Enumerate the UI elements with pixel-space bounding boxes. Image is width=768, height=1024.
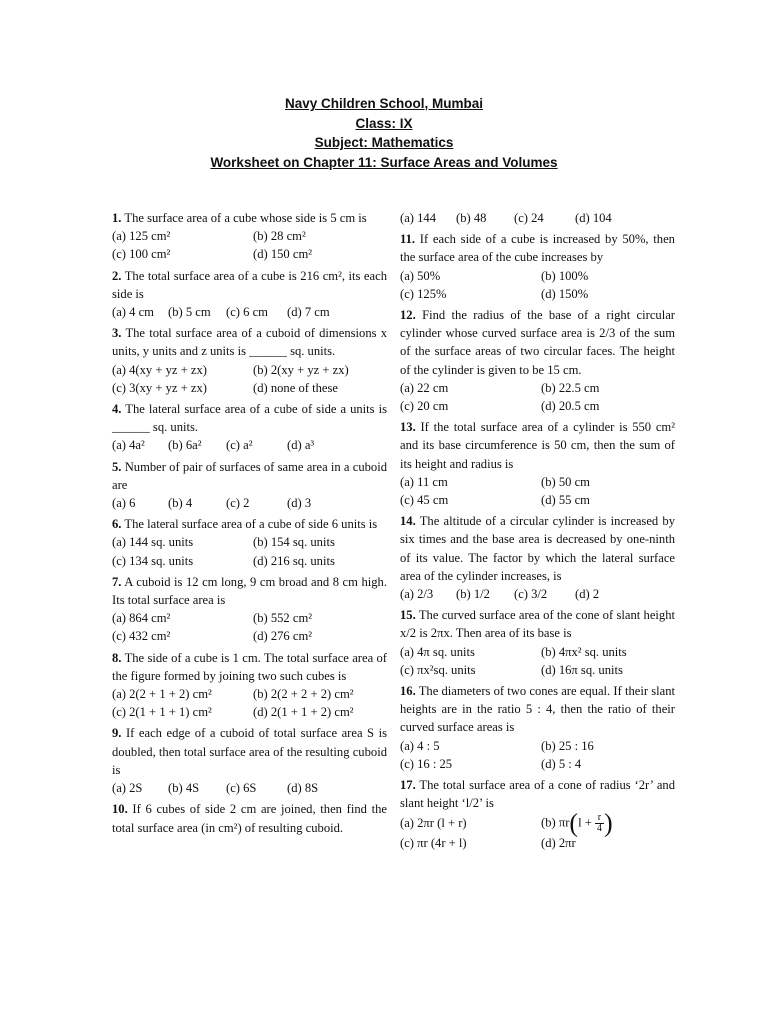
option-d: (d) 2(1 + 1 + 2) cm² [253,705,354,720]
option-a: (a) 50% [400,268,441,283]
option-b: (b) 552 cm² [253,611,313,626]
option-c: (c) a² [226,438,253,453]
question-text: If the total surface area of a cylinder is 550 cm² and its base circumference is 50 cm, then the sum of its height and radius is [400,420,675,471]
option-c: (c) 2 [226,496,250,511]
question-number: 1. [112,211,122,225]
question-number: 17. [400,778,416,793]
fraction [595,813,604,834]
option-a: (a) 4 : 5 [400,738,440,753]
question-number: 9. [112,726,122,741]
option-d: (d) 8S [287,781,319,796]
question-10 [112,800,387,836]
option-b: (b) 48 [456,211,487,225]
subject-label: Subject: Mathematics [314,135,454,150]
question-17 [400,776,675,852]
question-text: The side of a cube is 1 cm. The total surface area of the figure formed by joining two such cubes is [112,650,388,683]
option-b: (b) 4 [168,496,193,511]
left-paren-glyph: ( [569,807,579,837]
option-c: (c) 134 sq. units [112,553,194,568]
question-text: The surface area of a cube whose side is 5 cm is [124,211,367,225]
worksheet-header [0,94,768,172]
question-10-options [400,209,675,227]
option-a: (a) 4π sq. units [400,644,475,659]
option-a: (a) 11 cm [400,474,448,489]
left-column [112,209,387,840]
question-text: The altitude of a circular cylinder is increased by six times and the base area is decreased by one-ninth of its value. The factor by which the lateral surface area of the cylinder increases, is [400,514,676,583]
question-text: The total surface area of a cone of radius ‘2r’ and slant height ‘l/2’ is [400,778,676,811]
question-text: The lateral surface area of a cube of side 6 units is [124,517,378,532]
fraction-denominator: 4 [596,822,602,834]
option-c: (c) 3(xy + yz + zx) [112,380,207,395]
option-a: (a) 22 cm [400,380,449,395]
question-text: Number of pair of surfaces of same area in a cuboid are [112,459,388,492]
question-number: 3. [112,326,122,341]
question-number: 5. [112,459,122,474]
question-6 [112,515,387,570]
option-b: (b) 5 cm [168,305,211,320]
question-number: 4. [112,402,122,417]
option-d: (d) 276 cm² [253,629,313,644]
question-number: 15. [400,608,416,623]
question-number: 8. [112,650,122,665]
option-c: (c) πr (4r + l) [400,835,467,850]
right-paren-glyph: ) [603,807,613,837]
option-d: (d) 20.5 cm [541,399,600,414]
question-text: If 6 cubes of side 2 cm are joined, then find the total surface area (in cm²) of resulting cuboid. [112,802,387,835]
option-a: (a) 4(xy + yz + zx) [112,362,207,377]
option-a: (a) 2(2 + 1 + 2) cm² [112,687,212,702]
option-b: (b) 28 cm² [253,229,306,244]
option-d: (d) 216 sq. units [253,553,335,568]
question-text: If each edge of a cuboid of total surface area S is doubled, then total surface area of the resulting cuboid is [112,726,387,777]
option-d: (d) 2 [575,587,600,602]
question-1 [112,209,387,264]
question-number: 13. [400,420,416,435]
option-d: (d) 16π sq. units [541,662,623,677]
option-a: (a) 2S [112,781,143,796]
school-name: Navy Children School, Mumbai [284,96,484,111]
right-column [400,209,675,855]
option-a: (a) 2πr (l + r) [400,815,467,830]
question-text: Find the radius of the base of a right circular cylinder whose curved surface area is 2/3 of the sum of the surface areas of two circular faces. The height of the cylinder is given to be 15 cm. [400,308,675,377]
question-11 [400,230,675,303]
option-d: (d) 2πr [541,835,576,850]
option-a: (a) 4a² [112,438,145,453]
question-number: 2. [112,268,122,283]
option-c: (c) 432 cm² [112,629,171,644]
option-d: (d) 3 [287,496,312,511]
question-text: The curved surface area of the cone of slant height x/2 is 2πx. Then area of its base is [400,608,676,641]
question-13 [400,418,675,509]
class-label: Class: IX [355,115,413,131]
question-14 [400,512,675,603]
question-15 [400,606,675,679]
option-c: (c) 6S [226,781,257,796]
option-b-prefix: (b) πr [541,814,570,829]
question-12 [400,306,675,415]
question-number: 11. [400,232,416,247]
question-number: 6. [112,517,122,532]
option-d: (d) 150 cm² [253,247,313,262]
option-b: (b) 25 : 16 [541,738,594,753]
question-text: A cuboid is 12 cm long, 9 cm broad and 8 cm high. Its total surface area is [112,574,387,608]
question-number: 14. [400,514,416,529]
option-b: (b) 4S [168,781,200,796]
question-2 [112,267,387,322]
option-c: (c) 45 cm [400,493,449,508]
question-4 [112,400,387,455]
option-b-l: l + [578,814,592,829]
option-c: (c) 3/2 [514,587,548,602]
option-a: (a) 4 cm [112,305,154,320]
question-3 [112,324,387,397]
option-b: (b) 4πx² sq. units [541,644,627,659]
option-c: (c) πx²sq. units [400,662,476,677]
question-text: The diameters of two cones are equal. If their slant heights are in the ratio 5 : 4, then the ratio of their curved surface areas is [400,684,675,735]
question-number: 16. [400,684,416,699]
option-c: (c) 2(1 + 1 + 1) cm² [112,705,212,720]
question-text: The total surface area of a cube is 216 cm², its each side is [112,268,387,301]
option-d: (d) 7 cm [287,305,330,320]
option-a: (a) 125 cm² [112,229,171,244]
question-text: The lateral surface area of a cube of side a units is ______ sq. units. [112,402,388,435]
option-b: (b) 6a² [168,438,202,453]
option-c: (c) 100 cm² [112,247,171,262]
question-number: 10. [112,802,128,817]
question-5 [112,458,387,513]
option-b: (b) 1/2 [456,587,490,602]
option-b: (b) 2(xy + yz + zx) [253,362,349,377]
option-c: (c) 6 cm [226,305,268,320]
option-b: (b) 100% [541,268,589,283]
option-a: (a) 144 [400,211,437,225]
option-b: (b) 2(2 + 2 + 2) cm² [253,687,354,702]
option-d: (d) 104 [575,211,612,225]
option-d: (d) 5 : 4 [541,756,582,771]
question-text: The total surface area of a cuboid of dimensions x units, y units and z units is ______ sq. units. [112,326,388,359]
option-b: (b) 154 sq. units [253,535,335,550]
question-16 [400,682,675,773]
option-d: (d) 150% [541,286,589,301]
option-b: (b) 50 cm [541,474,590,489]
option-a: (a) 6 [112,496,136,511]
option-c: (c) 20 cm [400,399,449,414]
option-b [541,807,675,837]
worksheet-title: Worksheet on Chapter 11: Surface Areas and Volumes [210,154,558,170]
option-c: (c) 125% [400,286,447,301]
question-8 [112,649,387,722]
fraction-numerator: r [595,813,604,824]
question-number: 12. [400,308,416,323]
option-d: (d) a³ [287,438,315,453]
option-b: (b) 22.5 cm [541,380,600,395]
option-a: (a) 2/3 [400,587,434,602]
option-d: (d) none of these [253,380,338,395]
question-text: If each side of a cube is increased by 50%, then the surface area of the cube increases by [400,232,675,265]
question-9 [112,724,387,797]
question-number: 7. [112,574,122,589]
question-7 [112,573,387,646]
option-a: (a) 864 cm² [112,611,171,626]
option-c: (c) 24 [514,211,544,225]
option-c: (c) 16 : 25 [400,756,453,771]
option-d: (d) 55 cm [541,493,590,508]
option-a: (a) 144 sq. units [112,535,194,550]
